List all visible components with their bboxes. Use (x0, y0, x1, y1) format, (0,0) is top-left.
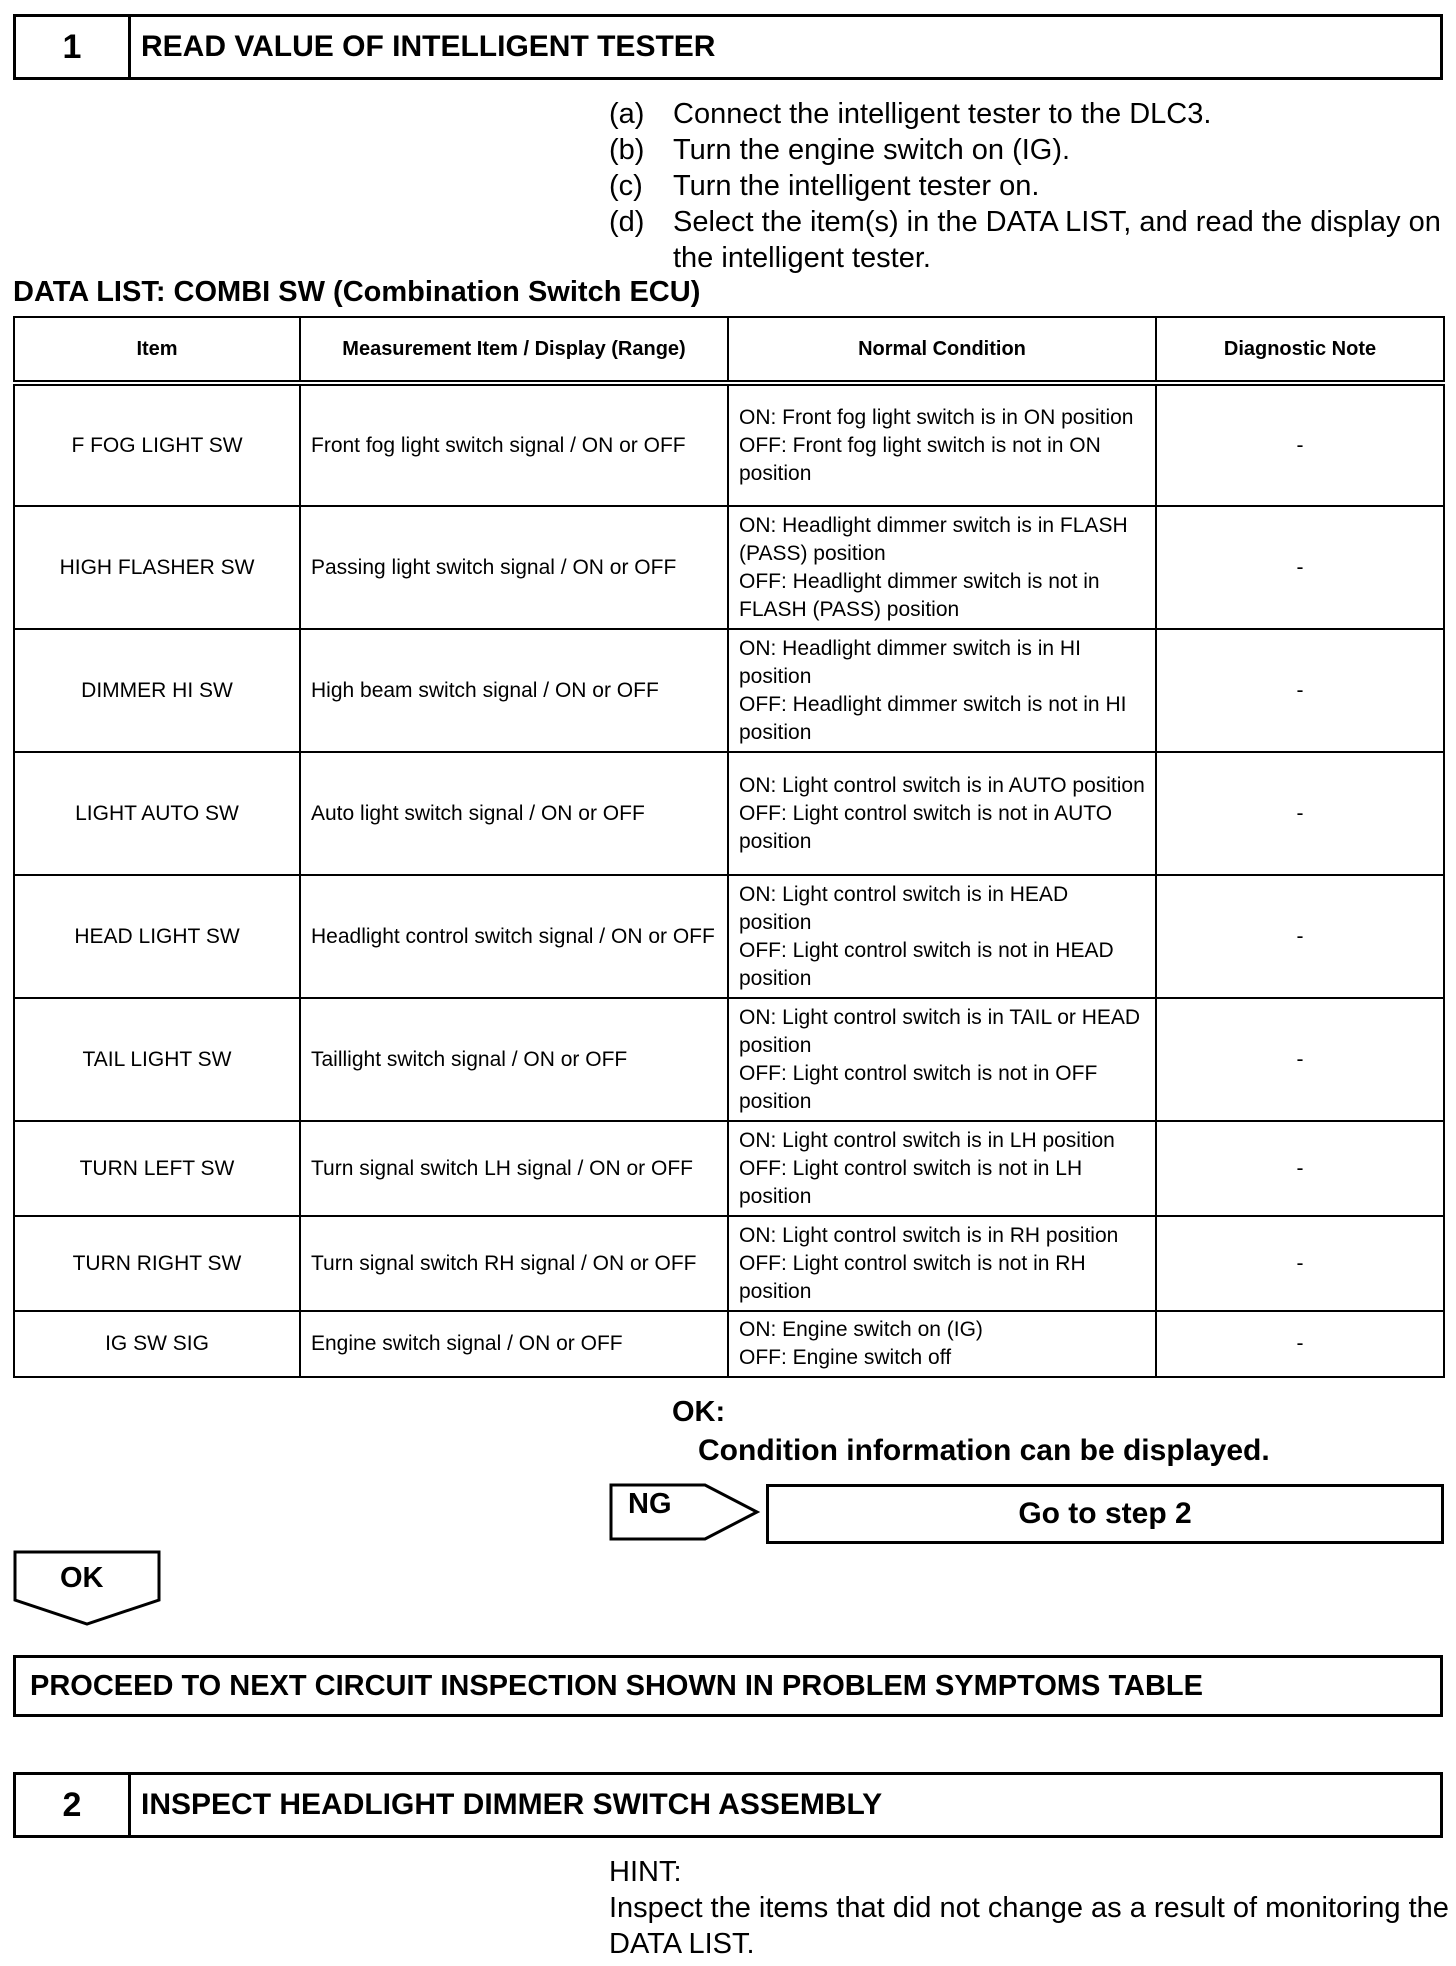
table-row (14, 1216, 1444, 1311)
step-2-header (13, 1772, 1443, 1838)
table-header-row (14, 317, 1444, 383)
cell-normal-condition (728, 1311, 1156, 1377)
normal-on: ON: Light control switch is in AUTO position (739, 773, 1145, 797)
table-row (14, 383, 1444, 506)
cell-measurement: High beam switch signal / ON or OFF (300, 629, 728, 752)
instruction-text: Select the item(s) in the DATA LIST, and read the display on the intelligent tester. (673, 206, 1441, 274)
table-row (14, 1121, 1444, 1216)
ok-arrow-label: OK (60, 1562, 104, 1594)
cell-normal-condition (728, 629, 1156, 752)
cell-normal-condition (728, 383, 1156, 506)
cell-item: TURN RIGHT SW (14, 1216, 300, 1311)
cell-normal-condition (728, 752, 1156, 875)
normal-off: OFF: Light control switch is not in OFF position (739, 1061, 1098, 1113)
instruction-text: Turn the intelligent tester on. (673, 170, 1040, 202)
instruction-list (609, 96, 1443, 276)
data-list-table (13, 316, 1445, 1378)
instruction-letter: (c) (609, 170, 643, 202)
cell-item: HIGH FLASHER SW (14, 506, 300, 629)
table-row (14, 629, 1444, 752)
cell-measurement: Headlight control switch signal / ON or OFF (300, 875, 728, 998)
cell-measurement: Turn signal switch LH signal / ON or OFF (300, 1121, 728, 1216)
normal-on: ON: Light control switch is in HEAD position (739, 882, 1069, 934)
instruction-text: Turn the engine switch on (IG). (673, 134, 1071, 166)
normal-off: OFF: Light control switch is not in AUTO position (739, 801, 1113, 853)
cell-note: - (1156, 506, 1444, 629)
cell-item: TURN LEFT SW (14, 1121, 300, 1216)
cell-measurement: Front fog light switch signal / ON or OFF (300, 383, 728, 506)
normal-off: OFF: Light control switch is not in RH position (739, 1251, 1086, 1303)
cell-measurement: Turn signal switch RH signal / ON or OFF (300, 1216, 728, 1311)
cell-item: F FOG LIGHT SW (14, 383, 300, 506)
normal-off: OFF: Front fog light switch is not in ON position (739, 433, 1101, 485)
normal-off: OFF: Light control switch is not in HEAD position (739, 938, 1114, 990)
instruction-letter: (b) (609, 134, 645, 166)
cell-item: DIMMER HI SW (14, 629, 300, 752)
normal-on: ON: Light control switch is in TAIL or HEAD position (739, 1005, 1141, 1057)
cell-measurement: Auto light switch signal / ON or OFF (300, 752, 728, 875)
normal-on: ON: Engine switch on (IG) (739, 1318, 983, 1341)
table-row (14, 506, 1444, 629)
normal-on: ON: Light control switch is in LH position (739, 1128, 1115, 1152)
cell-note: - (1156, 1311, 1444, 1377)
instruction-item (609, 132, 1443, 168)
ok-label: OK: (672, 1396, 726, 1428)
header-normal-condition: Normal Condition (728, 317, 1156, 383)
cell-measurement: Passing light switch signal / ON or OFF (300, 506, 728, 629)
ok-condition: Condition information can be displayed. (698, 1434, 1270, 1467)
cell-normal-condition (728, 1121, 1156, 1216)
cell-item: IG SW SIG (14, 1311, 300, 1377)
cell-item: LIGHT AUTO SW (14, 752, 300, 875)
go-to-step-2-box: Go to step 2 (766, 1484, 1444, 1544)
cell-note: - (1156, 629, 1444, 752)
normal-off: OFF: Engine switch off (739, 1346, 952, 1369)
table-row (14, 752, 1444, 875)
table-row (14, 1311, 1444, 1377)
cell-measurement: Taillight switch signal / ON or OFF (300, 998, 728, 1121)
normal-on: ON: Front fog light switch is in ON position (739, 405, 1134, 429)
header-diagnostic-note: Diagnostic Note (1156, 317, 1444, 383)
instruction-letter: (a) (609, 98, 645, 130)
cell-note: - (1156, 875, 1444, 998)
proceed-box: PROCEED TO NEXT CIRCUIT INSPECTION SHOWN IN PROBLEM SYMPTOMS TABLE (13, 1655, 1443, 1717)
table-caption: DATA LIST: COMBI SW (Combination Switch ECU) (13, 276, 701, 308)
instruction-item (609, 96, 1443, 132)
step-1-header (13, 14, 1443, 80)
cell-note: - (1156, 998, 1444, 1121)
cell-normal-condition (728, 875, 1156, 998)
instruction-item (609, 204, 1443, 276)
cell-note: - (1156, 1216, 1444, 1311)
cell-measurement: Engine switch signal / ON or OFF (300, 1311, 728, 1377)
hint-label: HINT: (609, 1856, 682, 1888)
table-row (14, 998, 1444, 1121)
header-measurement: Measurement Item / Display (Range) (300, 317, 728, 383)
cell-normal-condition (728, 1216, 1156, 1311)
step-title: READ VALUE OF INTELLIGENT TESTER (141, 30, 716, 63)
cell-note: - (1156, 752, 1444, 875)
hint-text: Inspect the items that did not change as a result of monitoring the DATA LIST. (609, 1892, 1449, 1960)
step-number: 1 (16, 17, 131, 77)
cell-note: - (1156, 1121, 1444, 1216)
normal-on: ON: Light control switch is in RH position (739, 1223, 1119, 1247)
cell-normal-condition (728, 506, 1156, 629)
normal-off: OFF: Headlight dimmer switch is not in FLASH (PASS) position (739, 569, 1100, 621)
cell-item: TAIL LIGHT SW (14, 998, 300, 1121)
instruction-item (609, 168, 1443, 204)
normal-off: OFF: Headlight dimmer switch is not in HI position (739, 692, 1127, 744)
instruction-text: Connect the intelligent tester to the DLC3. (673, 98, 1212, 130)
normal-on: ON: Headlight dimmer switch is in HI position (739, 636, 1081, 688)
step-title: INSPECT HEADLIGHT DIMMER SWITCH ASSEMBLY (141, 1788, 883, 1821)
instruction-letter: (d) (609, 206, 645, 238)
normal-on: ON: Headlight dimmer switch is in FLASH (PASS) position (739, 513, 1128, 565)
header-item: Item (14, 317, 300, 383)
ng-label: NG (628, 1488, 672, 1520)
step-number: 2 (16, 1775, 131, 1835)
cell-item: HEAD LIGHT SW (14, 875, 300, 998)
table-row (14, 875, 1444, 998)
cell-note: - (1156, 383, 1444, 506)
normal-off: OFF: Light control switch is not in LH position (739, 1156, 1083, 1208)
cell-normal-condition (728, 998, 1156, 1121)
